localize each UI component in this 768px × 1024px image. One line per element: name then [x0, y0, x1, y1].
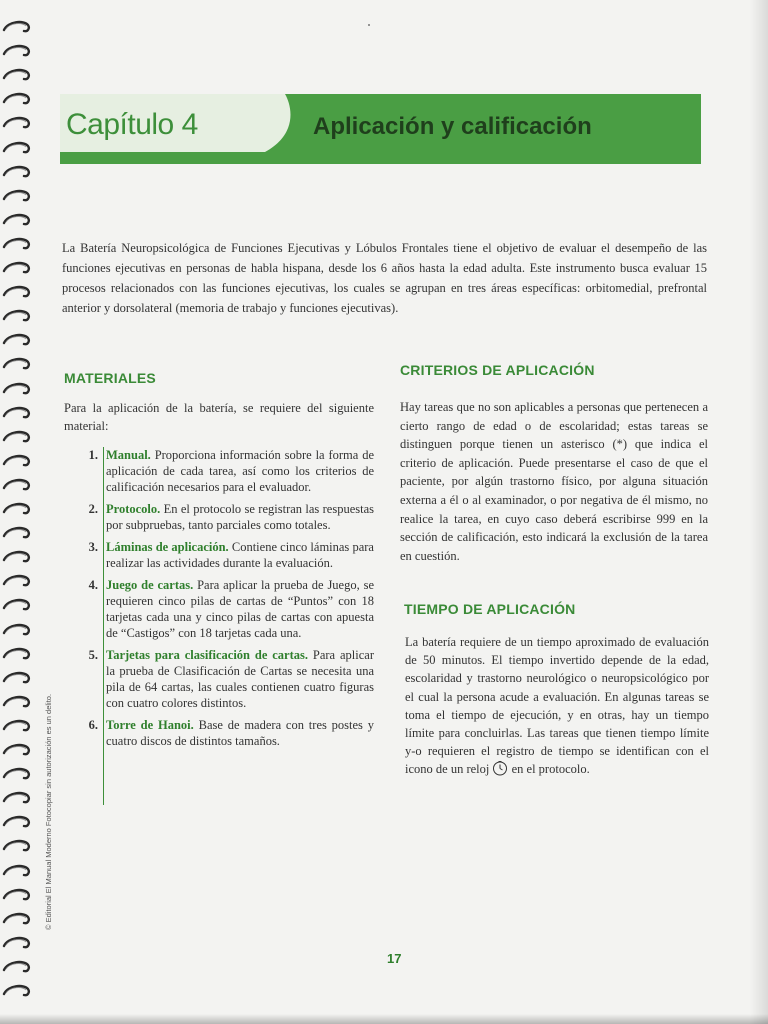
list-item-number: 3. [88, 540, 98, 554]
spiral-ring [2, 864, 32, 876]
spiral-ring [2, 888, 32, 900]
spiral-ring [2, 285, 32, 297]
spiral-ring [2, 767, 32, 779]
spiral-ring [2, 671, 32, 683]
list-item [64, 447, 374, 495]
list-item-term: Láminas de aplicación. [106, 540, 229, 554]
spiral-ring [2, 237, 32, 249]
list-item-term: Tarjetas para clasificación de cartas. [106, 648, 309, 662]
spiral-ring [2, 502, 32, 514]
spiral-ring [2, 116, 32, 128]
list-item-term: Torre de Hanoi. [106, 718, 194, 732]
spiral-ring [2, 550, 32, 562]
spiral-ring [2, 333, 32, 345]
list-item-text: En el protocolo se registran las respuestas por subpruebas, tanto parciales como totales. [106, 502, 374, 532]
chapter-number: Capítulo 4 [66, 108, 198, 141]
spiral-ring [2, 647, 32, 659]
spiral-ring [2, 598, 32, 610]
list-item-text: Para aplicar la prueba de Juego, se requieren cinco pilas de cartas de “Puntos” con 18 tarjetas cada una y cinco pilas de cartas con apuesta de “Castigos” con 18 tarjetas cada una. [106, 578, 375, 640]
spiral-ring [2, 141, 32, 153]
materiales-heading: MATERIALES [64, 370, 156, 386]
spiral-ring [2, 213, 32, 225]
list-item-number: 4. [88, 578, 98, 592]
list-item-term: Manual. [106, 448, 151, 462]
spiral-ring [2, 454, 32, 466]
spiral-ring [2, 92, 32, 104]
criterios-heading: CRITERIOS DE APLICACIÓN [400, 362, 595, 378]
spiral-ring [2, 815, 32, 827]
spiral-ring [2, 430, 32, 442]
list-item-text: Para aplicar la prueba de Clasificación de Cartas se necesita una pila de 64 cartas, las cuales contienen cuatro figuras con cuatro colores distintos. [106, 648, 374, 710]
list-item-number: 1. [88, 448, 98, 462]
materiales-list [64, 447, 374, 755]
spiral-ring [2, 912, 32, 924]
list-item [64, 577, 374, 641]
spiral-ring [2, 743, 32, 755]
spiral-ring [2, 719, 32, 731]
list-item-term: Juego de cartas. [106, 578, 194, 592]
page-number: 17 [387, 951, 402, 966]
spiral-ring [2, 526, 32, 538]
spiral-ring [2, 960, 32, 972]
page-speck [368, 24, 370, 26]
list-item [64, 501, 374, 533]
list-item [64, 539, 374, 571]
clock-icon [492, 760, 508, 776]
spiral-ring [2, 357, 32, 369]
spiral-ring [2, 695, 32, 707]
chapter-header [60, 94, 701, 164]
chapter-title: Aplicación y calificación [313, 113, 592, 140]
tiempo-text: La batería requiere de un tiempo aproximado de evaluación de 50 minutos. El tiempo invertido depende de la edad, escolaridad y trastorno neurológico o neuropsicológico por el cual la persona acude a evaluación. En algunas tareas se toma el tiempo de ejecución, y en otras, hay un tiempo límite para concluirlas. Las tareas que tienen tiempo límite y-o requieren el registro de tiempo se identifican con el icono de un reloj [405, 635, 709, 777]
spiral-ring [2, 791, 32, 803]
spiral-ring [2, 165, 32, 177]
spiral-ring [2, 68, 32, 80]
list-item-number: 6. [88, 718, 98, 732]
spiral-ring [2, 478, 32, 490]
spiral-ring [2, 623, 32, 635]
spiral-ring [2, 44, 32, 56]
tiempo-paragraph [405, 633, 709, 779]
spiral-ring [2, 406, 32, 418]
spiral-ring [2, 984, 32, 996]
spiral-ring [2, 309, 32, 321]
tiempo-text-end: en el protocolo. [508, 762, 590, 777]
materiales-intro: Para la aplicación de la batería, se requiere del siguiente material: [64, 401, 374, 433]
spiral-ring [2, 839, 32, 851]
spiral-ring [2, 20, 32, 32]
spiral-ring [2, 382, 32, 394]
list-item-number: 2. [88, 502, 98, 516]
spiral-ring [2, 936, 32, 948]
spiral-ring [2, 574, 32, 586]
spiral-binding [0, 20, 44, 1010]
spiral-ring [2, 189, 32, 201]
spiral-ring [2, 261, 32, 273]
criterios-paragraph: Hay tareas que no son aplicables a personas que pertenecen a cierto rango de edad o de escolaridad; estas tareas se distinguen porque tienen un asterisco (*) que indica el criterio de aplicación. Puede presentarse el caso de que el paciente, por algún trastorno físico, por alguna situación externa a él o al examinador, o por negativa de él mismo, no realice la tarea, en cuyo caso deberá escribirse 999 en la sección de calificación, esto indicará la exclusión de la tarea en cuestión. [400, 400, 708, 563]
list-item-term: Protocolo. [106, 502, 161, 516]
copyright-credit: © Editorial El Manual Moderno Fotocopiar sin autorización es un delito. [44, 693, 53, 930]
list-item-text: Contiene cinco láminas para realizar las actividades durante la evaluación. [106, 540, 374, 570]
page-bottom-edge [0, 1014, 768, 1024]
list-item [64, 647, 374, 711]
tiempo-heading: TIEMPO DE APLICACIÓN [404, 601, 576, 617]
intro-paragraph: La Batería Neuropsicológica de Funciones Ejecutivas y Lóbulos Frontales tiene el objetivo de evaluar el desempeño de las funciones ejecutivas en personas de habla hispana, desde los 6 años hasta la edad adulta. Este instrumento busca evaluar 15 procesos relacionados con las funciones ejecutivas, los cuales se agrupan en tres áreas específicas: orbitomedial, prefrontal anterior y dorsolateral (memoria de trabajo y funciones ejecutivas). [62, 241, 707, 315]
list-item-number: 5. [88, 648, 98, 662]
page-edge-shadow [750, 0, 768, 1024]
list-item-text: Base de madera con tres postes y cuatro discos de distintos tamaños. [106, 718, 374, 748]
list-item-text: Proporciona información sobre la forma de aplicación de cada tarea, así como los criterios de calificación necesarios para el evaluador. [106, 448, 374, 494]
list-item [64, 717, 374, 749]
